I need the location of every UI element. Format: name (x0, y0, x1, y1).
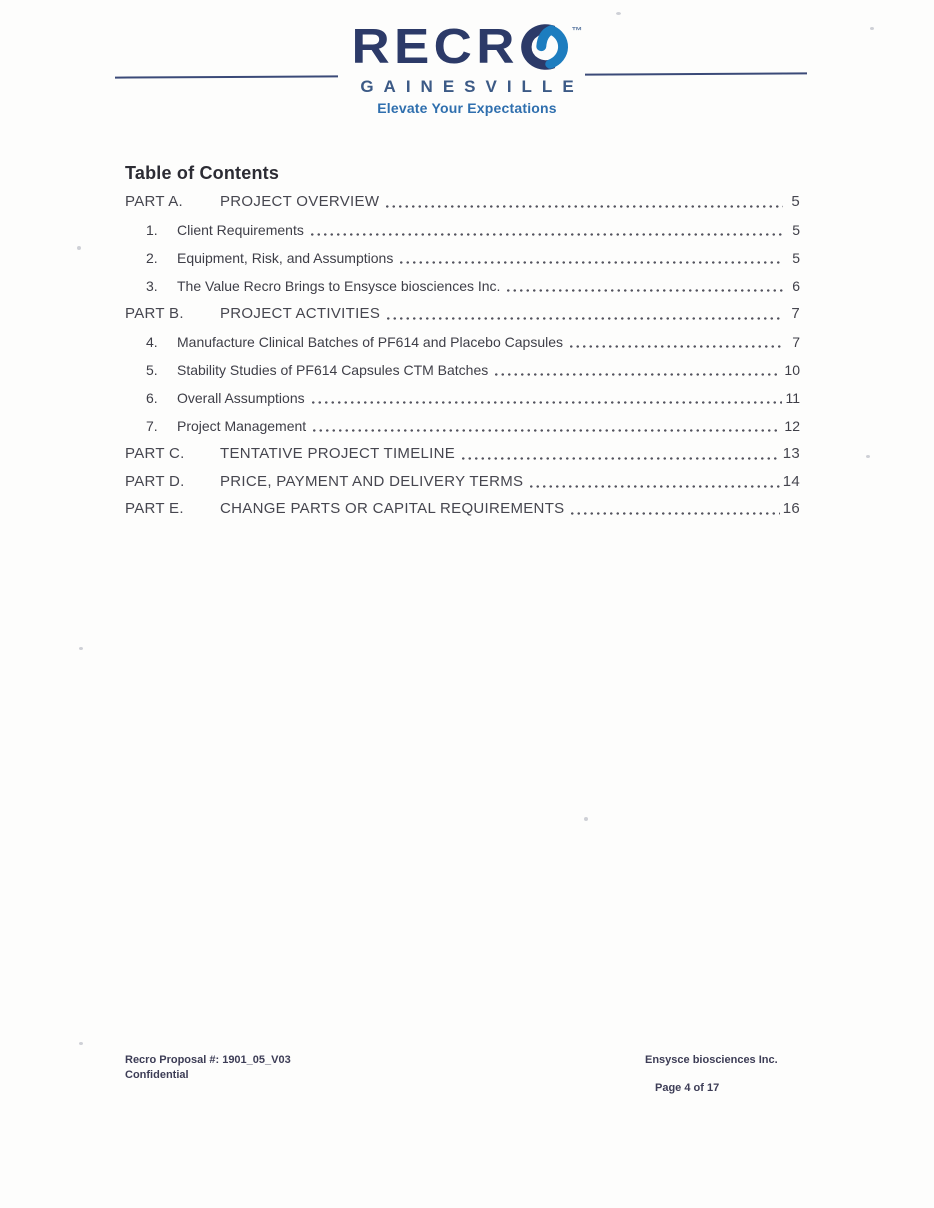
toc-page-number: 13 (782, 445, 800, 462)
scan-speck (79, 1042, 83, 1045)
dot-leader (385, 305, 783, 322)
footer-confidential: Confidential (125, 1069, 189, 1081)
toc-page-number: 12 (784, 418, 800, 434)
recro-logo (0, 20, 934, 116)
toc-page-number: 7 (792, 334, 800, 350)
scan-speck (79, 647, 83, 650)
toc-entry-title: Stability Studies of PF614 Capsules CTM Batches (177, 362, 489, 378)
recro-wordmark-letters: RECR (351, 20, 519, 74)
toc-entry-label: 6. (146, 390, 158, 406)
footer-left (125, 1053, 291, 1083)
dot-leader (309, 221, 783, 238)
toc-entry-4 (125, 333, 800, 361)
recro-wordmark (0, 20, 934, 74)
toc-entry-part-d (125, 473, 800, 500)
toc-entry-part-a (125, 193, 800, 221)
dot-leader (310, 389, 783, 406)
toc-entry-title: Equipment, Risk, and Assumptions (177, 250, 394, 266)
dot-leader (311, 417, 781, 434)
toc-entry-label: 1. (146, 222, 158, 238)
toc-entry-label: PART E. (125, 500, 184, 517)
dot-leader (398, 249, 783, 266)
toc-title: Table of Contents (125, 163, 280, 183)
toc-entry-title: CHANGE PARTS OR CAPITAL REQUIREMENTS (220, 500, 565, 517)
toc-entry-title: PRICE, PAYMENT AND DELIVERY TERMS (220, 473, 524, 490)
toc-page-number: 11 (785, 390, 800, 406)
toc-entry-label: PART A. (125, 193, 183, 210)
toc-entry-part-e (125, 500, 800, 526)
footer-client-name: Ensysce biosciences Inc. (645, 1054, 778, 1066)
toc-page-number: 7 (791, 305, 800, 322)
footer-proposal-number: Recro Proposal #: 1901_05_V03 (125, 1054, 291, 1066)
toc-entry-label: 7. (146, 418, 158, 434)
scan-speck (584, 817, 588, 821)
toc-entry-1 (125, 221, 800, 249)
toc-page-number: 5 (792, 222, 800, 238)
dot-leader (493, 361, 781, 378)
dot-leader (505, 277, 783, 294)
toc-page-number: 10 (784, 362, 800, 378)
toc-page-number: 6 (792, 278, 800, 294)
toc-page-number: 14 (782, 473, 800, 490)
scan-speck (866, 455, 870, 458)
toc-entry-title: Client Requirements (177, 222, 304, 238)
toc-entry-label: PART B. (125, 305, 184, 322)
toc-entry-5 (125, 361, 800, 389)
scan-speck (77, 246, 81, 250)
toc-entry-7 (125, 417, 800, 445)
toc-entry-title: Manufacture Clinical Batches of PF614 and Placebo Capsules (177, 334, 563, 350)
scan-speck (616, 12, 621, 15)
dot-leader (568, 333, 783, 350)
toc-entry-title: PROJECT ACTIVITIES (220, 305, 381, 322)
gainesville-text: GAINESVILLE (360, 77, 584, 96)
toc-entry-label: 2. (146, 250, 158, 266)
toc-entry-title: PROJECT OVERVIEW (220, 193, 380, 210)
toc-page-number: 16 (782, 500, 800, 517)
toc-entry-title: The Value Recro Brings to Ensysce biosciences Inc. (177, 278, 501, 294)
footer-page-indicator: Page 4 of 17 (655, 1082, 720, 1094)
toc-entry-2 (125, 249, 800, 277)
toc-entry-6 (125, 389, 800, 417)
toc-entry-label: PART D. (125, 473, 185, 490)
toc-entry-3 (125, 277, 800, 305)
toc-entry-title: Overall Assumptions (177, 390, 305, 406)
dot-leader (569, 500, 779, 517)
table-of-contents (125, 163, 800, 526)
toc-entry-part-c (125, 445, 800, 473)
toc-entry-label: 4. (146, 334, 158, 350)
logo-tagline: Elevate Your Expectations (377, 100, 557, 116)
toc-entry-label: 3. (146, 278, 158, 294)
toc-entry-label: PART C. (125, 445, 185, 462)
toc-entry-part-b (125, 305, 800, 333)
toc-entry-title: TENTATIVE PROJECT TIMELINE (220, 445, 456, 462)
toc-entry-label: 5. (146, 362, 158, 378)
scan-speck (870, 27, 874, 30)
toc-entry-title: Project Management (177, 418, 307, 434)
recro-o-icon (520, 24, 570, 70)
toc-page-number: 5 (791, 193, 800, 210)
dot-leader (460, 445, 780, 462)
toc-page-number: 5 (792, 250, 800, 266)
dot-leader (528, 473, 779, 490)
trademark-symbol: ™ (571, 26, 583, 37)
dot-leader (384, 193, 783, 210)
